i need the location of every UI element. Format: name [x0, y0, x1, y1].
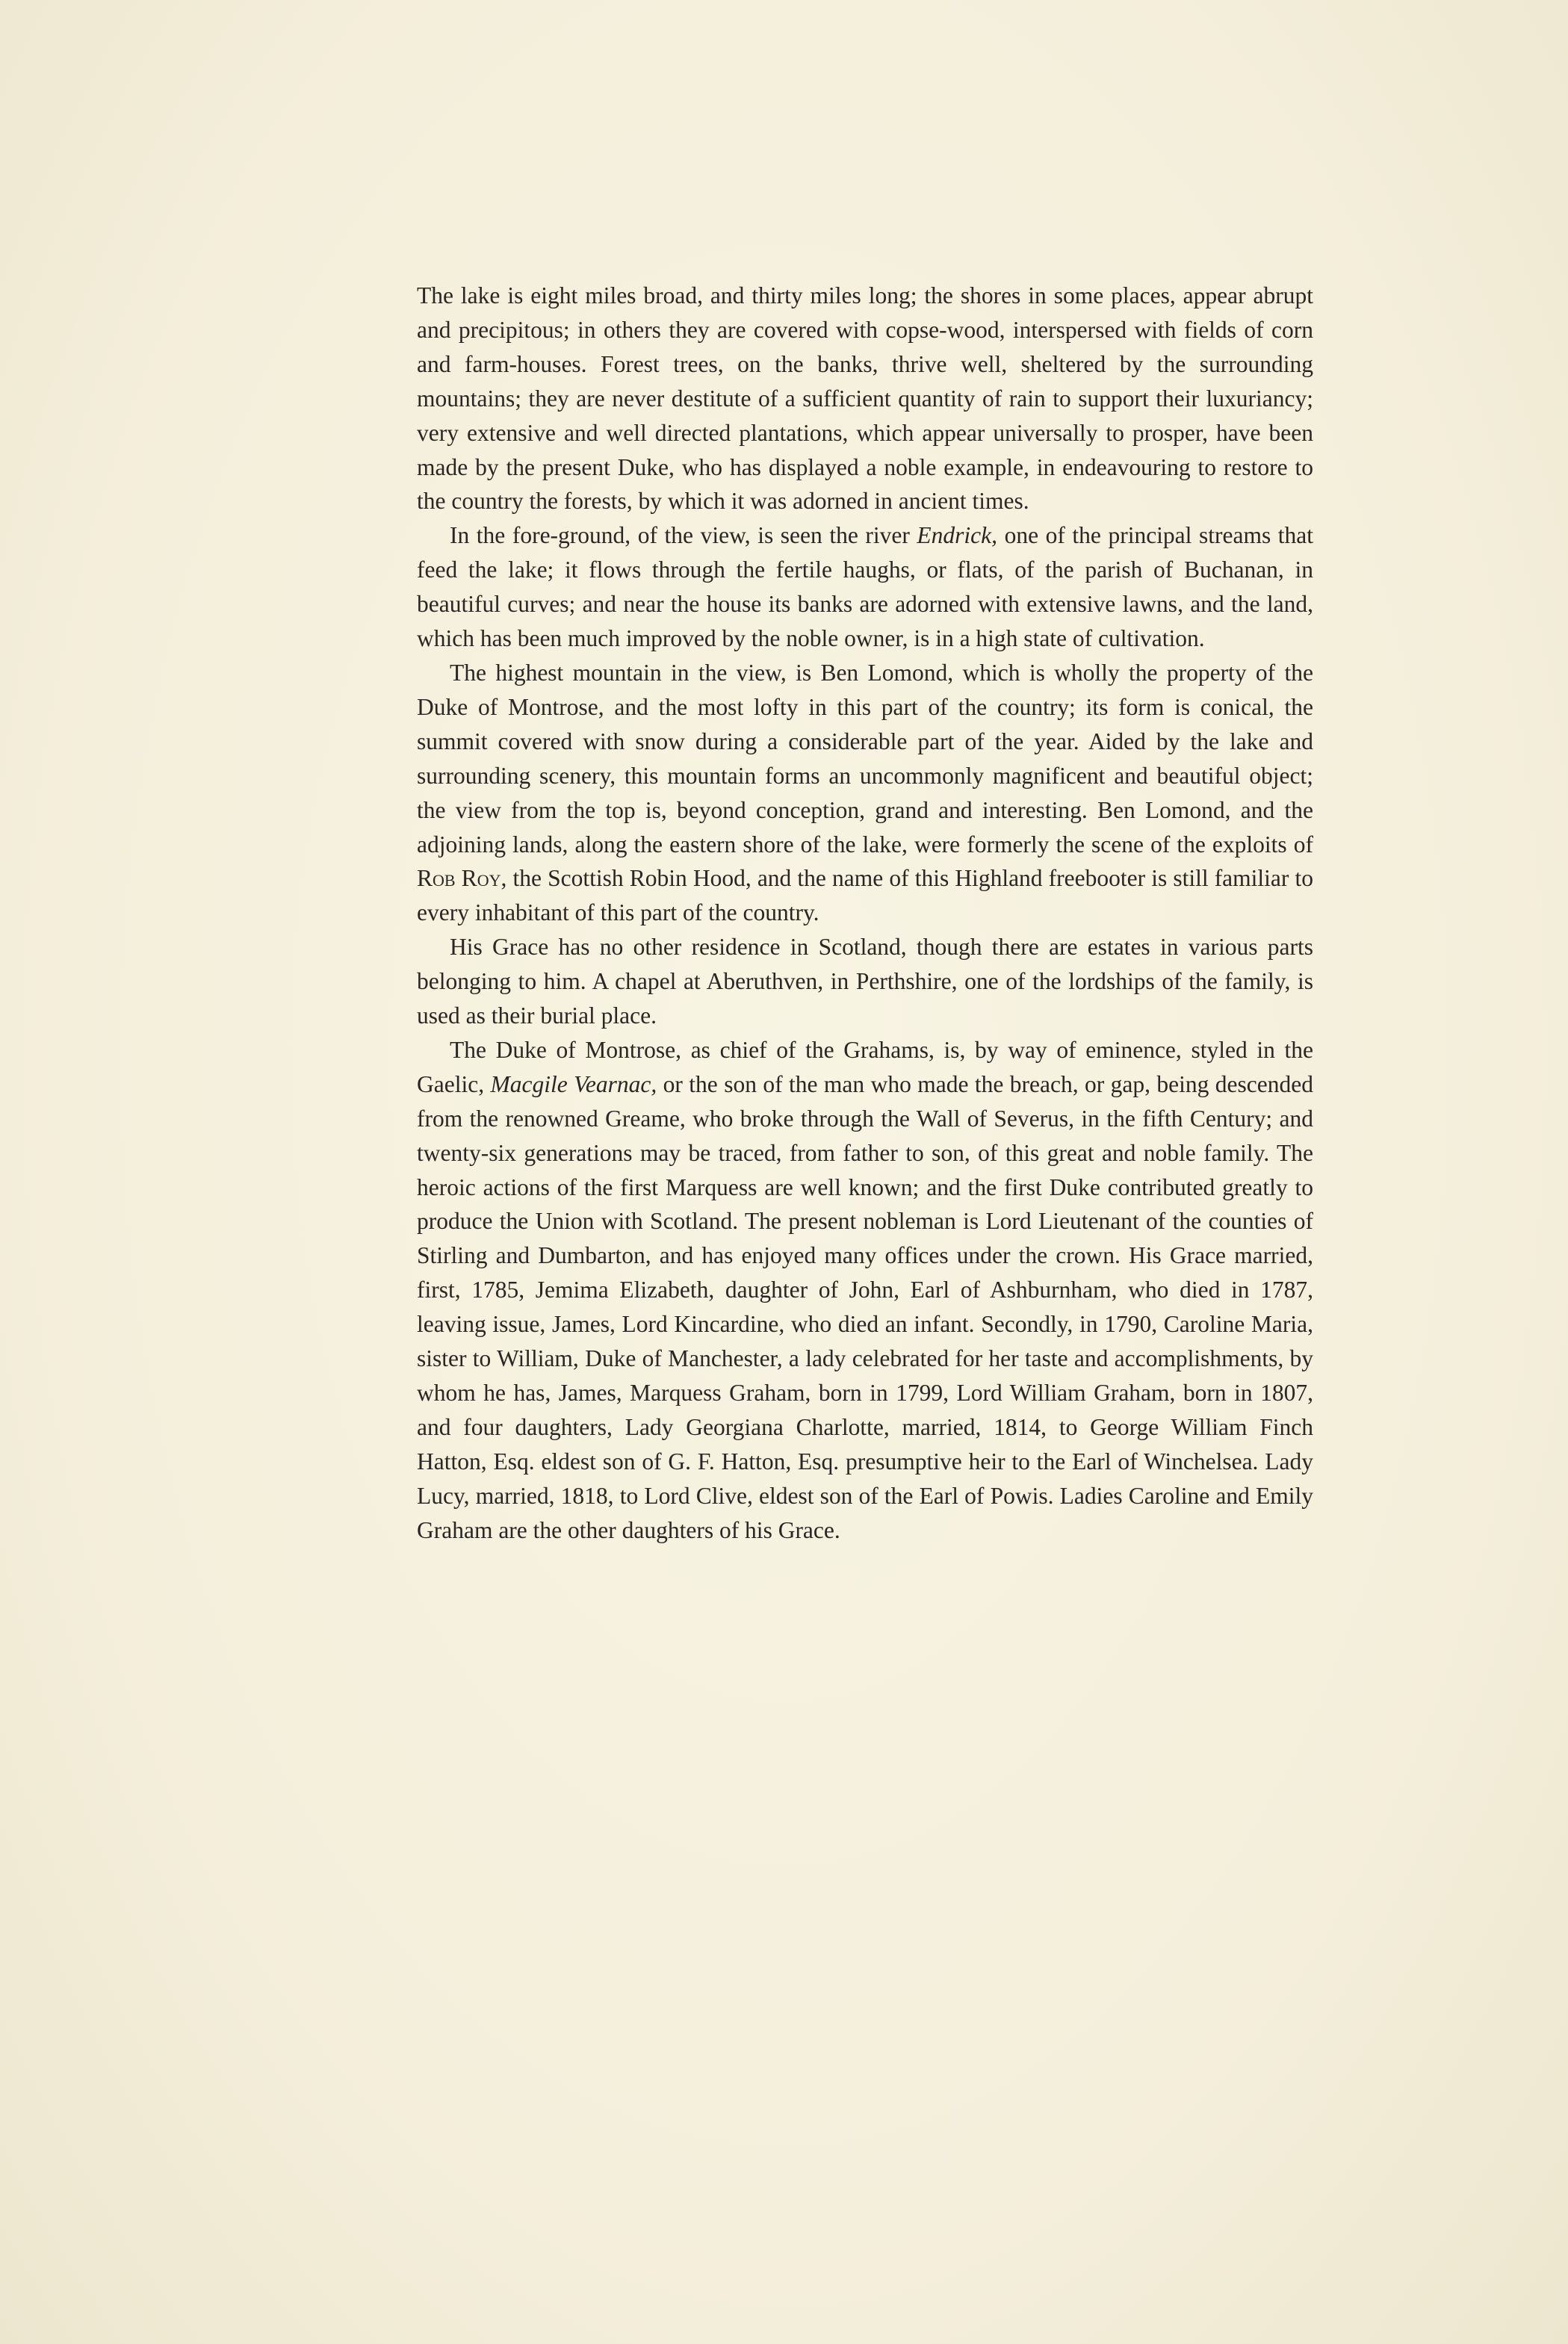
text-segment: The highest mountain in the view, is Ben Lomond, which is wholly the property of the Duke of Montrose, and the most lofty in this part of the country; its form is conical, the summit covered with snow during a considerable part of the year. Aided by the lake and surrounding scenery, this mountain forms an uncommonly magnificent and beautiful object; the view from the top is, beyond conception, grand and interesting. Ben Lomond, and the adjoining lands, along the eastern shore of the lake, were formerly the scene of the exploits of: [417, 659, 1313, 858]
paragraph-residence: [417, 930, 1313, 1033]
text-segment: His Grace has no other residence in Scotland, though there are estates in various parts belonging to him. A chapel at Aberuthven, in Perthshire, one of the lordships of the family, is used as their burial place.: [417, 934, 1313, 1029]
paragraph-river-endrick: [417, 518, 1313, 656]
river-name-italic: Endrick,: [917, 522, 997, 549]
text-segment: one of the principal streams that feed the lake; it flows through the fertile haughs, or flats, of the parish of Buchanan, in beautiful curves; and near the house its banks are adorned with extensive lawns, and the land, which has been much improved by the noble owner, is in a high state of cultivation.: [417, 522, 1314, 652]
rob-roy-small-caps: Rob Roy: [417, 865, 501, 892]
paragraph-family-history: [417, 1033, 1313, 1548]
gaelic-title-italic: Macgile Vearnac,: [490, 1070, 657, 1097]
text-segment: The Duke of Montrose, as chief of the Grahams, is, by way of eminence, styled in the Gaelic,: [417, 1036, 1313, 1097]
text-segment: or the son of the man who made the breach, or gap, being descended from the renowned Greame, who broke through the Wall of Severus, in the fifth Century; and twenty-six generations may be traced, from father to son, of this great and noble family. The heroic actions of the first Marquess are well known; and the first Duke contributed greatly to produce the Union with Scotland. The present nobleman is Lord Lieutenant of the counties of Stirling and Dumbarton, and has enjoyed many offices under the crown. His Grace married, first, 1785, Jemima Elizabeth, daughter of John, Earl of Ashburnham, who died in 1787, leaving issue, James, Lord Kincardine, who died an infant. Secondly, in 1790, Caroline Maria, sister to William, Duke of Manchester, a lady celebrated for her taste and accomplishments, by whom he has, James, Marquess Graham, born in 1799, Lord William Graham, born in 1807, and four daughters, Lady Georgiana Charlotte, married, 1814, to George William Finch Hatton, Esq. eldest son of G. F. Hatton, Esq. presumptive heir to the Earl of Winchelsea. Lady Lucy, married, 1818, to Lord Clive, eldest son of the Earl of Powis. Ladies Caroline and Emily Graham are the other daughters of his Grace.: [417, 1070, 1313, 1543]
text-segment: In the fore-ground, of the view, is seen the river: [450, 522, 917, 549]
paragraph-lake-description: [417, 279, 1313, 518]
text-segment: The lake is eight miles broad, and thirty miles long; the shores in some places, appear abrupt and precipitous; in others they are covered with copse-wood, interspersed with fields of corn and farm-houses. Forest trees, on the banks, thrive well, sheltered by the surrounding mountains; they are never destitute of a sufficient quantity of rain to support their luxuriancy; very extensive and well directed plantations, which appear universally to prosper, have been made by the present Duke, who has displayed a noble example, in endeavouring to restore to the country the forests, by which it was adorned in ancient times.: [417, 282, 1313, 515]
paragraph-ben-lomond: [417, 656, 1313, 930]
body-text: [417, 279, 1313, 1548]
text-segment: , the Scottish Robin Hood, and the name of this Highland freebooter is still familiar to every inhabitant of this part of the country.: [417, 865, 1314, 926]
